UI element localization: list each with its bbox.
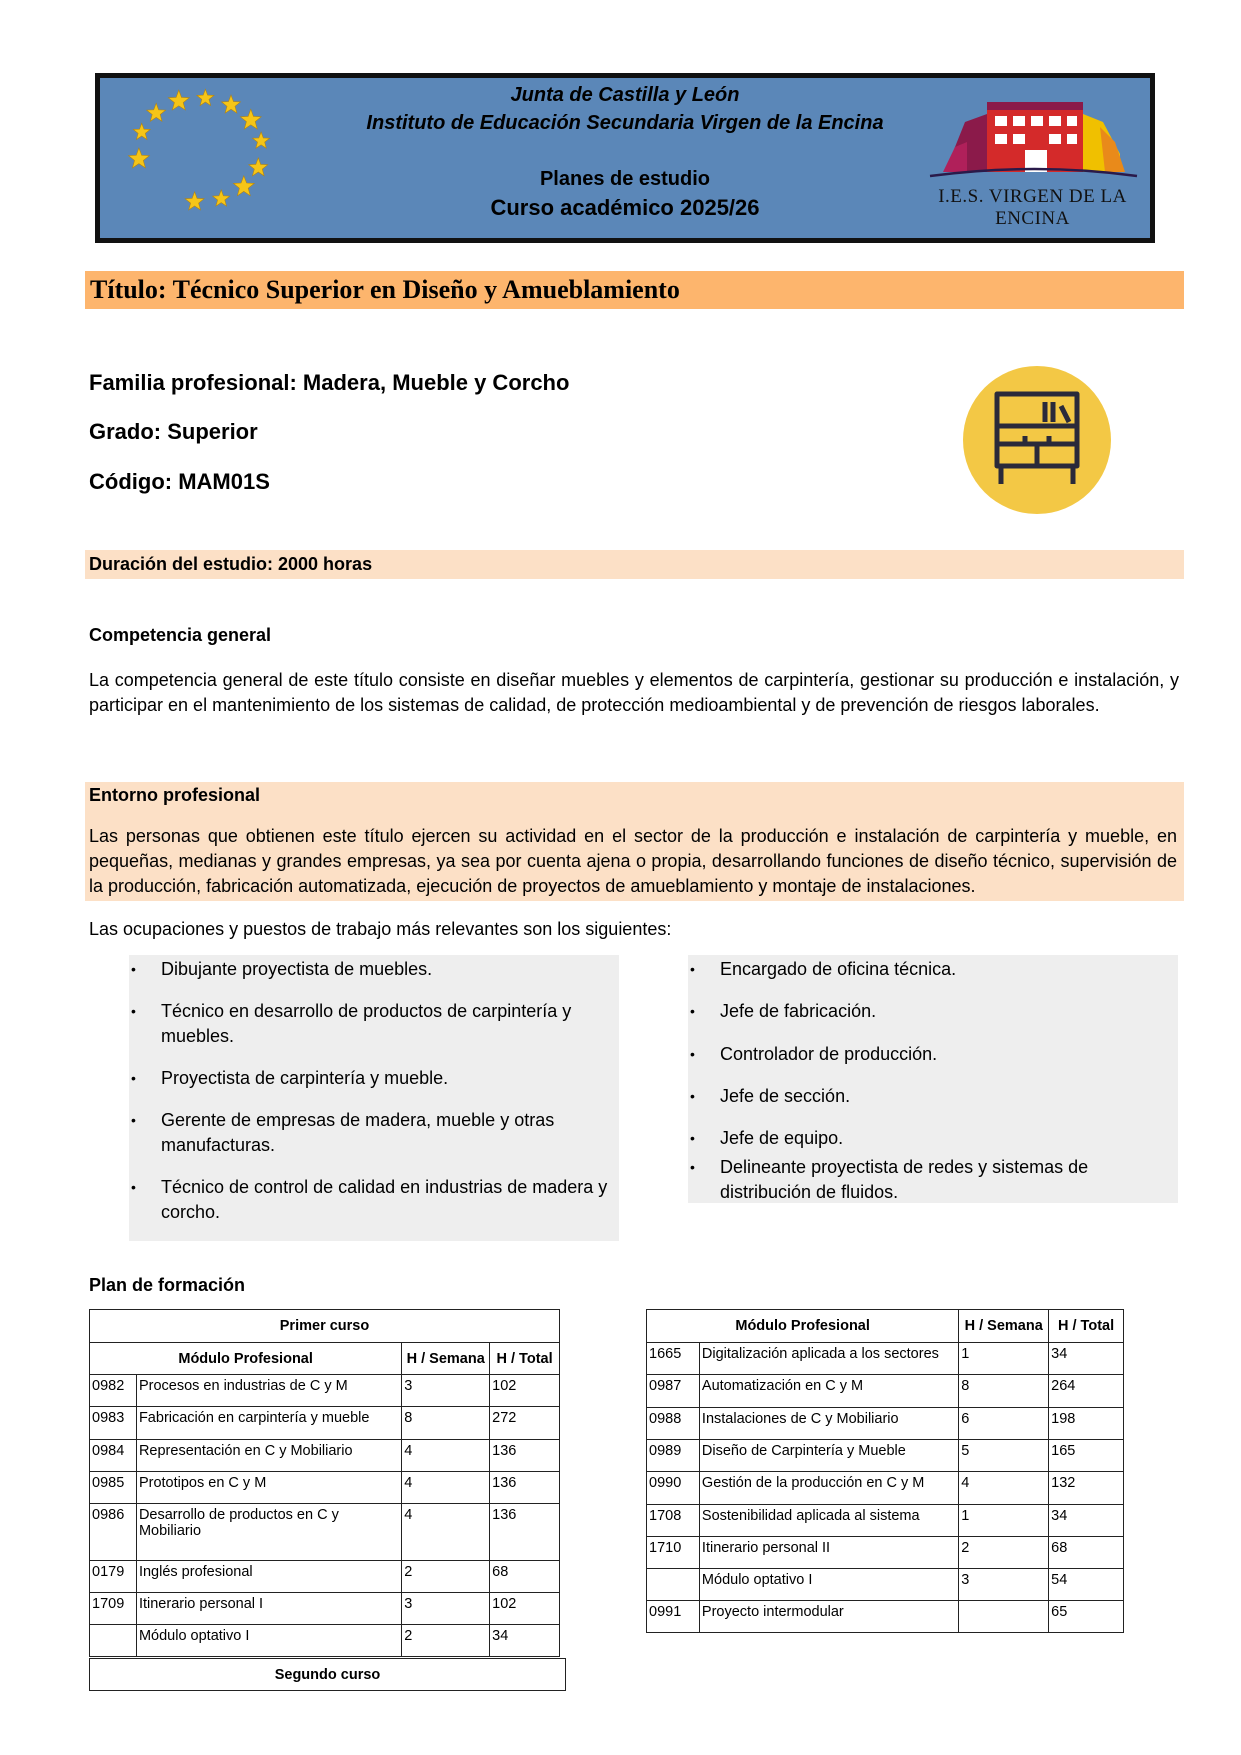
cell-sem: 4 bbox=[402, 1472, 490, 1504]
ocupacion-item: Jefe de sección. bbox=[720, 1086, 851, 1106]
cell-name: Inglés profesional bbox=[136, 1561, 401, 1593]
duracion: Duración del estudio: 2000 horas bbox=[89, 554, 373, 574]
ocupacion-item: Gerente de empresas de madera, mueble y otras manufacturas. bbox=[161, 1110, 555, 1155]
table-row bbox=[647, 1408, 1124, 1440]
cell-sem: 2 bbox=[959, 1537, 1049, 1569]
table-row bbox=[647, 1440, 1124, 1472]
cell-code: 0988 bbox=[647, 1408, 700, 1440]
cell-sem: 8 bbox=[959, 1375, 1049, 1408]
table-row bbox=[647, 1343, 1124, 1375]
table-row bbox=[90, 1561, 560, 1593]
cell-tot: 132 bbox=[1049, 1472, 1124, 1505]
cell-code: 0991 bbox=[647, 1601, 700, 1633]
cell-tot: 272 bbox=[490, 1407, 560, 1440]
cell-name: Fabricación en carpintería y mueble bbox=[136, 1407, 401, 1440]
star-icon bbox=[129, 148, 150, 168]
cell-tot: 102 bbox=[490, 1593, 560, 1625]
cell-name: Representación en C y Mobiliario bbox=[136, 1440, 401, 1472]
cell-code bbox=[90, 1625, 137, 1657]
cell-code: 0990 bbox=[647, 1472, 700, 1505]
cell-sem: 4 bbox=[402, 1440, 490, 1472]
header-plans: Planes de estudio bbox=[539, 168, 711, 190]
cell-tot: 65 bbox=[1049, 1601, 1124, 1633]
cell-code: 1708 bbox=[647, 1505, 700, 1537]
entorno-title: Entorno profesional bbox=[89, 785, 260, 805]
codigo: Código: MAM01S bbox=[89, 469, 270, 494]
degree-title: Título: Técnico Superior en Diseño y Amueblamiento bbox=[90, 275, 680, 304]
cell-sem: 2 bbox=[402, 1625, 490, 1657]
cell-code: 0982 bbox=[90, 1375, 137, 1407]
duracion-band bbox=[85, 550, 1184, 579]
cell-tot: 264 bbox=[1049, 1375, 1124, 1408]
header-banner bbox=[95, 73, 1155, 243]
cell-sem: 2 bbox=[402, 1561, 490, 1593]
furniture-icon bbox=[963, 366, 1111, 514]
cell-sem: 1 bbox=[959, 1343, 1049, 1375]
bullet-icon: • bbox=[690, 1046, 695, 1062]
cell-name: Prototipos en C y M bbox=[136, 1472, 401, 1504]
cell-code: 1709 bbox=[90, 1593, 137, 1625]
cell-code: 0984 bbox=[90, 1440, 137, 1472]
cell-name: Proyecto intermodular bbox=[699, 1601, 958, 1633]
table-row bbox=[90, 1504, 560, 1561]
cell-name: Itinerario personal I bbox=[136, 1593, 401, 1625]
cell-sem bbox=[959, 1601, 1049, 1633]
cell-code: 1710 bbox=[647, 1537, 700, 1569]
familia-profesional: Familia profesional: Madera, Mueble y Corcho bbox=[89, 370, 570, 395]
cell-tot: 68 bbox=[1049, 1537, 1124, 1569]
segundo-curso-label: Segundo curso bbox=[90, 1659, 566, 1691]
bullet-icon: • bbox=[131, 1070, 136, 1086]
cell-sem: 3 bbox=[959, 1569, 1049, 1601]
ocupacion-item: Encargado de oficina técnica. bbox=[720, 959, 957, 979]
entorno-text: Las personas que obtienen este título ejercen su actividad en el sector de la producción e instalación de carpintería y mueble, en pequeñas, medianas y grandes empresas, ya sea por cuenta ajena o propia, desarrollando funciones de diseño técnico, supervisión de la producción, fabricación automatizada, ejecución de proyectos de amueblamiento y montaje de instalaciones. bbox=[89, 826, 1177, 896]
table-row bbox=[90, 1625, 560, 1657]
cell-name: Sostenibilidad aplicada al sistema bbox=[699, 1505, 958, 1537]
cell-name: Gestión de la producción en C y M bbox=[699, 1472, 958, 1505]
table-row bbox=[647, 1601, 1124, 1633]
competencia-text: La competencia general de este título consiste en diseñar muebles y elementos de carpintería, gestionar su producción e instalación, y participar en el mantenimiento de los sistemas de calidad, de protección medioambiental y de prevención de riesgos laborales. bbox=[89, 670, 1179, 715]
cell-sem: 1 bbox=[959, 1505, 1049, 1537]
table-row bbox=[647, 1537, 1124, 1569]
cell-name: Instalaciones de C y Mobiliario bbox=[699, 1408, 958, 1440]
ocupacion-item: Técnico en desarrollo de productos de carpintería y muebles. bbox=[161, 1001, 572, 1046]
ocupacion-item: Jefe de equipo. bbox=[720, 1128, 844, 1148]
cell-code: 0989 bbox=[647, 1440, 700, 1472]
cell-code: 0983 bbox=[90, 1407, 137, 1440]
cell-code: 1665 bbox=[647, 1343, 700, 1375]
table-row bbox=[647, 1569, 1124, 1601]
cell-tot: 34 bbox=[490, 1625, 560, 1657]
cell-name: Itinerario personal II bbox=[699, 1537, 958, 1569]
cell-code: 0179 bbox=[90, 1561, 137, 1593]
grado: Grado: Superior bbox=[89, 419, 258, 444]
table-row bbox=[90, 1593, 560, 1625]
primer-curso-table bbox=[89, 1309, 560, 1657]
bullet-icon: • bbox=[690, 1003, 695, 1019]
cell-name: Procesos en industrias de C y M bbox=[136, 1375, 401, 1407]
table-row bbox=[90, 1472, 560, 1504]
cell-name: Desarrollo de productos en C y Mobiliario bbox=[136, 1504, 401, 1561]
table-row bbox=[647, 1472, 1124, 1505]
cell-tot: 198 bbox=[1049, 1408, 1124, 1440]
cell-tot: 136 bbox=[490, 1440, 560, 1472]
cell-code: 0986 bbox=[90, 1504, 137, 1561]
cell-sem: 4 bbox=[959, 1472, 1049, 1505]
header-org: Junta de Castilla y León bbox=[510, 84, 740, 106]
cell-tot: 136 bbox=[490, 1504, 560, 1561]
bullet-icon: • bbox=[690, 1130, 695, 1146]
plan-title: Plan de formación bbox=[89, 1275, 246, 1295]
cell-tot: 34 bbox=[1049, 1343, 1124, 1375]
col-modulo-2: Módulo Profesional bbox=[647, 1310, 959, 1343]
cell-name: Automatización en C y M bbox=[699, 1375, 958, 1408]
cell-tot: 165 bbox=[1049, 1440, 1124, 1472]
bullet-icon: • bbox=[131, 1179, 136, 1195]
bullet-icon: • bbox=[131, 961, 136, 977]
cell-tot: 54 bbox=[1049, 1569, 1124, 1601]
cell-code: 0987 bbox=[647, 1375, 700, 1408]
cell-name: Diseño de Carpintería y Mueble bbox=[699, 1440, 958, 1472]
bullet-icon: • bbox=[690, 961, 695, 977]
header-institute: Instituto de Educación Secundaria Virgen de la Encina bbox=[366, 112, 884, 134]
cell-sem: 4 bbox=[402, 1504, 490, 1561]
competencia-title: Competencia general bbox=[89, 625, 272, 645]
cell-tot: 136 bbox=[490, 1472, 560, 1504]
cell-sem: 5 bbox=[959, 1440, 1049, 1472]
ocupacion-item: Dibujante proyectista de muebles. bbox=[161, 959, 433, 979]
cell-tot: 68 bbox=[490, 1561, 560, 1593]
primer-curso-label: Primer curso bbox=[90, 1310, 560, 1343]
cell-name: Módulo optativo I bbox=[699, 1569, 958, 1601]
table-row bbox=[647, 1505, 1124, 1537]
cell-name: Módulo optativo I bbox=[136, 1625, 401, 1657]
table-row bbox=[90, 1375, 560, 1407]
entorno-band bbox=[85, 782, 1184, 901]
school-logo-text: I.E.S. VIRGEN DE LA ENCINA bbox=[938, 186, 1127, 229]
cell-code bbox=[647, 1569, 700, 1601]
ocupacion-item: Jefe de fabricación. bbox=[720, 1001, 877, 1021]
bullet-icon: • bbox=[131, 1003, 136, 1019]
segundo-curso-table bbox=[89, 1658, 566, 1691]
bullet-icon: • bbox=[131, 1112, 136, 1128]
col-semana: H / Semana bbox=[402, 1343, 490, 1375]
ocupacion-item: Proyectista de carpintería y mueble. bbox=[161, 1068, 449, 1088]
school-logo bbox=[925, 92, 1140, 229]
table-row bbox=[90, 1440, 560, 1472]
bullet-icon: • bbox=[690, 1159, 695, 1175]
cell-name: Digitalización aplicada a los sectores bbox=[699, 1343, 958, 1375]
ocupacion-item: Controlador de producción. bbox=[720, 1044, 938, 1064]
cell-sem: 3 bbox=[402, 1375, 490, 1407]
ocupaciones-intro: Las ocupaciones y puestos de trabajo más relevantes son los siguientes: bbox=[89, 919, 672, 939]
ocupacion-item: Técnico de control de calidad en industrias de madera y corcho. bbox=[161, 1177, 608, 1222]
header-course: Curso académico 2025/26 bbox=[490, 195, 760, 220]
ocupacion-item: Delineante proyectista de redes y sistemas de distribución de fluidos. bbox=[720, 1157, 1089, 1202]
cell-code: 0985 bbox=[90, 1472, 137, 1504]
degree-title-bar bbox=[85, 271, 1184, 309]
cell-tot: 102 bbox=[490, 1375, 560, 1407]
cell-sem: 8 bbox=[402, 1407, 490, 1440]
cell-sem: 6 bbox=[959, 1408, 1049, 1440]
segundo-curso-modules-table bbox=[646, 1309, 1124, 1633]
table-row bbox=[647, 1375, 1124, 1408]
col-semana-2: H / Semana bbox=[959, 1310, 1049, 1343]
col-total: H / Total bbox=[490, 1343, 560, 1375]
cell-sem: 3 bbox=[402, 1593, 490, 1625]
school-building-icon bbox=[925, 92, 1140, 187]
col-modulo: Módulo Profesional bbox=[90, 1343, 402, 1375]
table-row bbox=[90, 1407, 560, 1440]
bullet-icon: • bbox=[690, 1088, 695, 1104]
cell-tot: 34 bbox=[1049, 1505, 1124, 1537]
col-total-2: H / Total bbox=[1049, 1310, 1124, 1343]
